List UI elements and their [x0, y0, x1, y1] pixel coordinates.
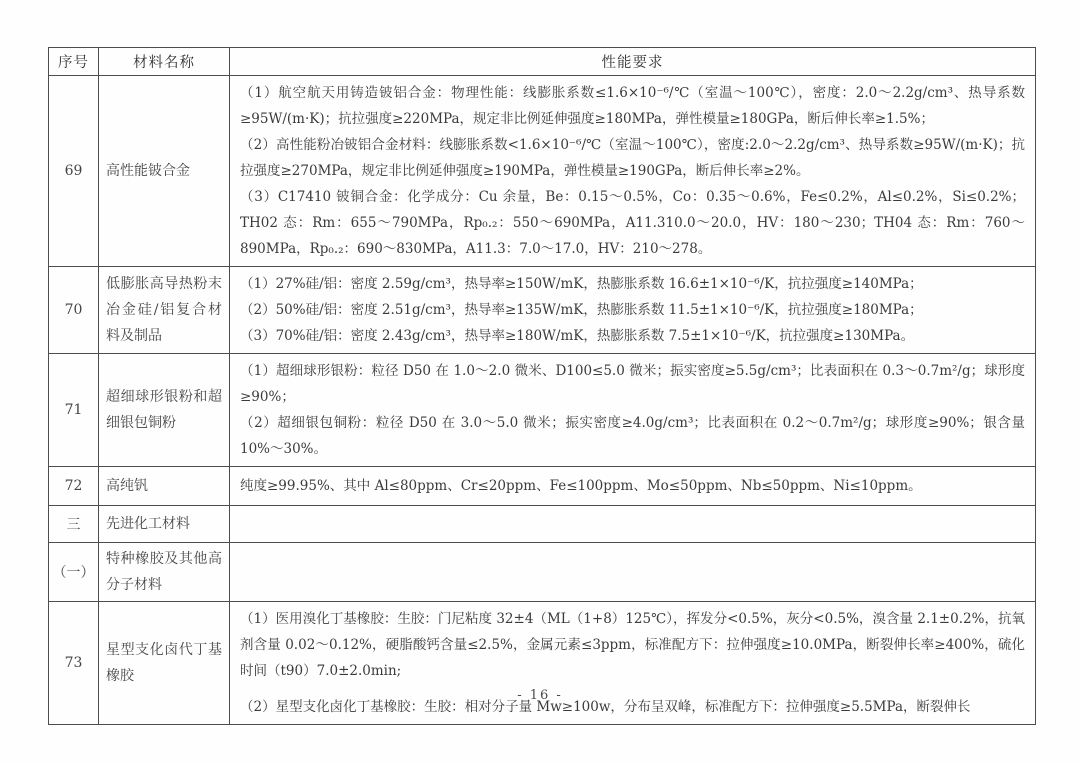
row-id: 69 [49, 76, 99, 267]
page-number: - 16 - [517, 688, 563, 703]
requirement-line: （1）超细球形银粉：粒径 D50 在 1.0～2.0 微米、D100≤5.0 微米；振实密度≥5.5g/cm³；比表面积在 0.3～0.7m²/g；球形度≥90%； [240, 363, 1025, 405]
table-row-section-three [49, 506, 1036, 543]
table-row-69 [49, 76, 1036, 267]
material-name: 高性能铍合金 [99, 76, 230, 267]
requirement-line: （1）航空航天用铸造铍铝合金：物理性能：线膨胀系数≤1.6×10⁻⁶/℃（室温～100℃），密度：2.0～2.2g/cm³、热导系数≥95W/(m·K)；抗拉强度≥220MPa，规定非比例延伸强度≥180MPa，弹性模量≥180GPa，断后伸长率≥1.5%； [240, 85, 1025, 127]
requirement-line: （3）C17410 铍铜合金：化学成分：Cu 余量，Be：0.15～0.5%，Co：0.35～0.6%，Fe≤0.2%，Al≤0.2%，Si≤0.2%；TH02 态：Rm：655～790MPa，Rp₀.₂：550～690MPa，A11.310.0～20.0，HV：180～230；TH04 态：Rm：760～890MPa，Rp₀.₂：690～830MPa，A11.3：7.0～17.0，HV：210～278。 [240, 189, 1025, 257]
row-id: 72 [49, 467, 99, 506]
requirements-cell [230, 267, 1036, 354]
requirement-line: （1）医用溴化丁基橡胶：生胶：门尼粘度 32±4（ML（1+8）125℃），挥发分<0.5%，灰分<0.5%，溴含量 2.1±0.2%，抗氧剂含量 0.02～0.12%，硬脂酸钙含量≤2.5%，金属元素≤3ppm，标准配方下：拉伸强度≥10.0MPa，断裂伸长率≥400%，硫化时间（t90）7.0±2.0min; [240, 611, 1025, 679]
table-row-72 [49, 467, 1036, 506]
table-row-73 [49, 602, 1036, 725]
requirements-cell-empty [230, 506, 1036, 543]
requirement-line: （2）高性能粉冶铍铝合金材料：线膨胀系数<1.6×10⁻⁶/℃（室温～100℃），密度:2.0～2.2g/cm³、热导系数≥95W/(m·K)；抗拉强度≥270MPa，规定非比例延伸强度≥190MPa，弹性模量≥190GPa，断后伸长率≥2%。 [240, 137, 1025, 179]
requirement-line: （2）50%硅/铝：密度 2.51g/cm³，热导率≥135W/mK，热膨胀系数 11.5±1×10⁻⁶/K，抗拉强度≥180MPa； [240, 302, 923, 318]
material-name: 高纯钒 [99, 467, 230, 506]
requirement-line: （2）超细银包铜粉：粒径 D50 在 3.0～5.0 微米；振实密度≥4.0g/cm³；比表面积在 0.2～0.7m²/g；球形度≥90%；银含量 10%～30%。 [240, 415, 1025, 457]
table-header-row [49, 48, 1036, 76]
requirements-cell [230, 602, 1036, 725]
row-id: 70 [49, 267, 99, 354]
materials-table [48, 47, 1036, 725]
requirement-line: （3）70%硅/铝：密度 2.43g/cm³，热导率≥180W/mK，热膨胀系数 7.5±1×10⁻⁶/K，抗拉强度≥130MPa。 [240, 328, 915, 344]
requirements-cell [230, 354, 1036, 467]
header-col-name: 材料名称 [99, 48, 230, 76]
table-row-70 [49, 267, 1036, 354]
requirements-cell-empty [230, 543, 1036, 602]
table-row-71 [49, 354, 1036, 467]
requirement-line: （2）星型支化卤化丁基橡胶：生胶：相对分子量 Mw≥100w，分布呈双峰，标准配方下：拉伸强度≥5.5MPa，断裂伸长 [240, 699, 971, 715]
requirements-cell [230, 76, 1036, 267]
requirement-line: （1）27%硅/铝：密度 2.59g/cm³，热导率≥150W/mK，热膨胀系数 16.6±1×10⁻⁶/K，抗拉强度≥140MPa； [240, 276, 923, 292]
table-row-subsection-one [49, 543, 1036, 602]
material-name: 特种橡胶及其他高分子材料 [99, 543, 230, 602]
requirements-cell [230, 467, 1036, 506]
material-name: 先进化工材料 [99, 506, 230, 543]
header-col-req: 性能要求 [230, 48, 1036, 76]
material-name: 低膨胀高导热粉末冶金硅/铝复合材料及制品 [99, 267, 230, 354]
row-id: （一） [49, 543, 99, 602]
row-id: 73 [49, 602, 99, 725]
material-name: 超细球形银粉和超细银包铜粉 [99, 354, 230, 467]
requirement-line: 纯度≥99.95%、其中 Al≤80ppm、Cr≤20ppm、Fe≤100ppm、Mo≤50ppm、Nb≤50ppm、Ni≤10ppm。 [240, 478, 922, 494]
header-col-id: 序号 [49, 48, 99, 76]
material-name: 星型支化卤代丁基橡胶 [99, 602, 230, 725]
row-id: 三 [49, 506, 99, 543]
row-id: 71 [49, 354, 99, 467]
